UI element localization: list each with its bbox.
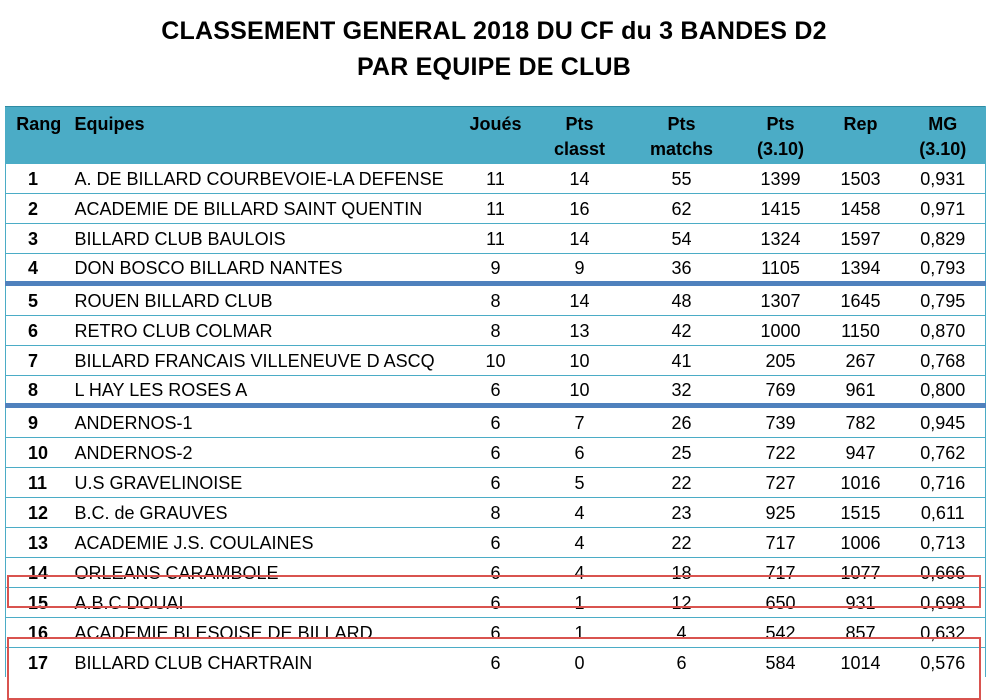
table-row: [6, 618, 986, 648]
table-row: [6, 406, 986, 438]
table-header-row: [6, 107, 986, 165]
pts-310-cell: 1415: [741, 194, 821, 224]
pts-matchs-cell: 22: [623, 528, 741, 558]
rep-cell: 1515: [821, 498, 901, 528]
pts-310-cell: 584: [765, 652, 796, 673]
team-name-cell: RETRO CLUB COLMAR: [72, 316, 455, 346]
header-pts-matchs: Pts matchs: [623, 107, 741, 165]
rep-cell: 1394: [821, 254, 901, 284]
team-name-cell: A. DE BILLARD COURBEVOIE-LA DEFENSE: [72, 164, 455, 194]
header-equipes: Equipes: [72, 107, 455, 165]
page-subtitle: PAR EQUIPE DE CLUB: [357, 53, 631, 81]
pts-classt-cell: 10: [537, 376, 623, 406]
joues-cell: 6: [455, 528, 537, 558]
page-title: CLASSEMENT GENERAL 2018 DU CF du 3 BANDES D2: [161, 17, 827, 45]
rep-cell: 1077: [821, 558, 901, 588]
joues-cell: 6: [455, 438, 537, 468]
rep-cell: 947: [821, 438, 901, 468]
pts-matchs-cell: 18: [623, 558, 741, 588]
rank-cell: 15: [6, 588, 72, 618]
mg-cell: 0,829: [901, 224, 986, 254]
pts-classt-cell: 14: [537, 224, 623, 254]
pts-classt-cell: 5: [537, 468, 623, 498]
rep-cell: 931: [821, 588, 901, 618]
pts-classt-cell: 1: [537, 588, 623, 618]
header-joues: Joués: [455, 107, 537, 165]
rep-cell: 1150: [821, 316, 901, 346]
pts-classt-cell: 4: [537, 498, 623, 528]
joues-cell: 8: [455, 498, 537, 528]
team-name-cell: ORLEANS CARAMBOLE: [72, 558, 455, 588]
table-row: [6, 528, 986, 558]
rep-cell: 1014: [840, 652, 881, 673]
pts-classt-cell: 14: [537, 164, 623, 194]
pts-310-cell: 1105: [741, 254, 821, 284]
pts-matchs-cell: 54: [623, 224, 741, 254]
pts-matchs-cell: 32: [623, 376, 741, 406]
joues-cell: 6: [490, 652, 501, 673]
team-name-cell: BILLARD FRANCAIS VILLENEUVE D ASCQ: [72, 346, 455, 376]
pts-matchs-cell: 26: [623, 406, 741, 438]
team-name-cell: ACADEMIE J.S. COULAINES: [72, 528, 455, 558]
table-row: [6, 284, 986, 316]
mg-cell: 0,713: [901, 528, 986, 558]
mg-cell: 0,793: [901, 254, 986, 284]
mg-cell: 0,945: [901, 406, 986, 438]
team-name-cell: ROUEN BILLARD CLUB: [72, 284, 455, 316]
pts-classt-cell: 13: [537, 316, 623, 346]
team-name-cell: ACADEMIE BLESOISE DE BILLARD: [72, 618, 455, 648]
rank-cell: 16: [6, 618, 72, 648]
rank-cell: 12: [6, 498, 72, 528]
rep-cell: 782: [821, 406, 901, 438]
mg-cell: 0,800: [901, 376, 986, 406]
rank-cell: 1: [6, 164, 72, 194]
pts-matchs-cell: 48: [623, 284, 741, 316]
table-row: [6, 438, 986, 468]
table-row: [6, 588, 986, 618]
pts-matchs-cell: 6: [676, 652, 687, 673]
table-row: [6, 558, 986, 588]
rep-cell: 267: [821, 346, 901, 376]
mg-cell: 0,666: [901, 558, 986, 588]
pts-310-cell: 1000: [741, 316, 821, 346]
team-name-cell: A.B.C DOUAI: [72, 588, 455, 618]
rep-cell: 1503: [821, 164, 901, 194]
pts-matchs-cell: 22: [623, 468, 741, 498]
rep-cell: 1006: [821, 528, 901, 558]
pts-matchs-cell: 62: [623, 194, 741, 224]
pts-310-cell: 717: [741, 558, 821, 588]
pts-310-cell: 650: [741, 588, 821, 618]
pts-classt-cell: 4: [537, 558, 623, 588]
joues-cell: 10: [455, 346, 537, 376]
rank-cell: 17: [6, 648, 72, 678]
mg-cell: 0,768: [901, 346, 986, 376]
pts-classt-cell: 9: [537, 254, 623, 284]
table-row: [6, 648, 986, 678]
rank-cell: 8: [6, 376, 72, 406]
header-rep: Rep: [821, 107, 901, 165]
joues-cell: 6: [455, 558, 537, 588]
pts-310-cell: 1307: [741, 284, 821, 316]
joues-cell: 6: [455, 376, 537, 406]
team-name-cell: BILLARD CLUB CHARTRAIN: [74, 652, 313, 673]
pts-classt-cell: 14: [537, 284, 623, 316]
rep-cell: 1597: [821, 224, 901, 254]
joues-cell: 11: [455, 224, 537, 254]
rep-cell: 1645: [821, 284, 901, 316]
rank-cell: 13: [6, 528, 72, 558]
mg-cell: 0,870: [901, 316, 986, 346]
rank-cell: 4: [6, 254, 72, 284]
pts-310-cell: 205: [741, 346, 821, 376]
rep-cell: 857: [821, 618, 901, 648]
pts-classt-cell: 1: [537, 618, 623, 648]
joues-cell: 6: [455, 468, 537, 498]
mg-cell: 0,971: [901, 194, 986, 224]
pts-310-cell: 717: [741, 528, 821, 558]
pts-310-cell: 722: [741, 438, 821, 468]
header-rang: Rang: [6, 107, 72, 165]
mg-cell: 0,716: [901, 468, 986, 498]
pts-310-cell: 1324: [741, 224, 821, 254]
pts-310-cell: 925: [741, 498, 821, 528]
joues-cell: 6: [455, 618, 537, 648]
pts-matchs-cell: 4: [623, 618, 741, 648]
rep-cell: 1458: [821, 194, 901, 224]
table-row: [6, 164, 986, 194]
pts-310-cell: 727: [741, 468, 821, 498]
rep-cell: 1016: [821, 468, 901, 498]
table-row: [6, 346, 986, 376]
rank-cell: 10: [6, 438, 72, 468]
team-name-cell: B.C. de GRAUVES: [72, 498, 455, 528]
table-row: [6, 224, 986, 254]
table-row: [6, 468, 986, 498]
joues-cell: 8: [455, 316, 537, 346]
rep-cell: 961: [821, 376, 901, 406]
rank-cell: 14: [6, 558, 72, 588]
pts-matchs-cell: 12: [623, 588, 741, 618]
team-name-cell: ANDERNOS-1: [72, 406, 455, 438]
joues-cell: 11: [455, 194, 537, 224]
joues-cell: 9: [455, 254, 537, 284]
pts-classt-cell: 7: [537, 406, 623, 438]
pts-classt-cell: 6: [537, 438, 623, 468]
pts-classt-cell: 16: [537, 194, 623, 224]
team-name-cell: U.S GRAVELINOISE: [72, 468, 455, 498]
pts-310-cell: 739: [741, 406, 821, 438]
mg-cell: 0,611: [901, 498, 986, 528]
team-name-cell: BILLARD CLUB BAULOIS: [72, 224, 455, 254]
table-row: [6, 316, 986, 346]
pts-classt-cell: 4: [537, 528, 623, 558]
pts-310-cell: 769: [741, 376, 821, 406]
table-row: [6, 254, 986, 284]
mg-cell: 0,762: [901, 438, 986, 468]
team-name-cell: DON BOSCO BILLARD NANTES: [72, 254, 455, 284]
rank-cell: 2: [6, 194, 72, 224]
pts-matchs-cell: 41: [623, 346, 741, 376]
standings-table: [5, 106, 986, 677]
pts-classt-cell: 0: [574, 652, 585, 673]
header-mg: MG (3.10): [901, 107, 986, 165]
mg-cell: 0,698: [901, 588, 986, 618]
table-row: [6, 376, 986, 406]
rank-cell: 11: [6, 468, 72, 498]
joues-cell: 6: [455, 588, 537, 618]
header-pts-310: Pts (3.10): [741, 107, 821, 165]
joues-cell: 8: [455, 284, 537, 316]
joues-cell: 6: [455, 406, 537, 438]
header-pts-classt: Pts classt: [537, 107, 623, 165]
rank-cell: 9: [6, 406, 72, 438]
pts-matchs-cell: 36: [623, 254, 741, 284]
pts-classt-cell: 10: [537, 346, 623, 376]
pts-310-cell: 542: [741, 618, 821, 648]
mg-cell: 0,576: [901, 648, 986, 678]
pts-matchs-cell: 55: [623, 164, 741, 194]
team-name-cell: L HAY LES ROSES A: [72, 376, 455, 406]
mg-cell: 0,795: [901, 284, 986, 316]
rank-cell: 6: [6, 316, 72, 346]
table-row: [6, 194, 986, 224]
team-name-cell: ACADEMIE DE BILLARD SAINT QUENTIN: [72, 194, 455, 224]
rank-cell: 7: [6, 346, 72, 376]
pts-matchs-cell: 25: [623, 438, 741, 468]
pts-310-cell: 1399: [741, 164, 821, 194]
rank-cell: 5: [6, 284, 72, 316]
pts-matchs-cell: 23: [623, 498, 741, 528]
rank-cell: 3: [6, 224, 72, 254]
mg-cell: 0,632: [901, 618, 986, 648]
mg-cell: 0,931: [901, 164, 986, 194]
team-name-cell: ANDERNOS-2: [72, 438, 455, 468]
joues-cell: 11: [455, 164, 537, 194]
pts-matchs-cell: 42: [623, 316, 741, 346]
table-row: [6, 498, 986, 528]
